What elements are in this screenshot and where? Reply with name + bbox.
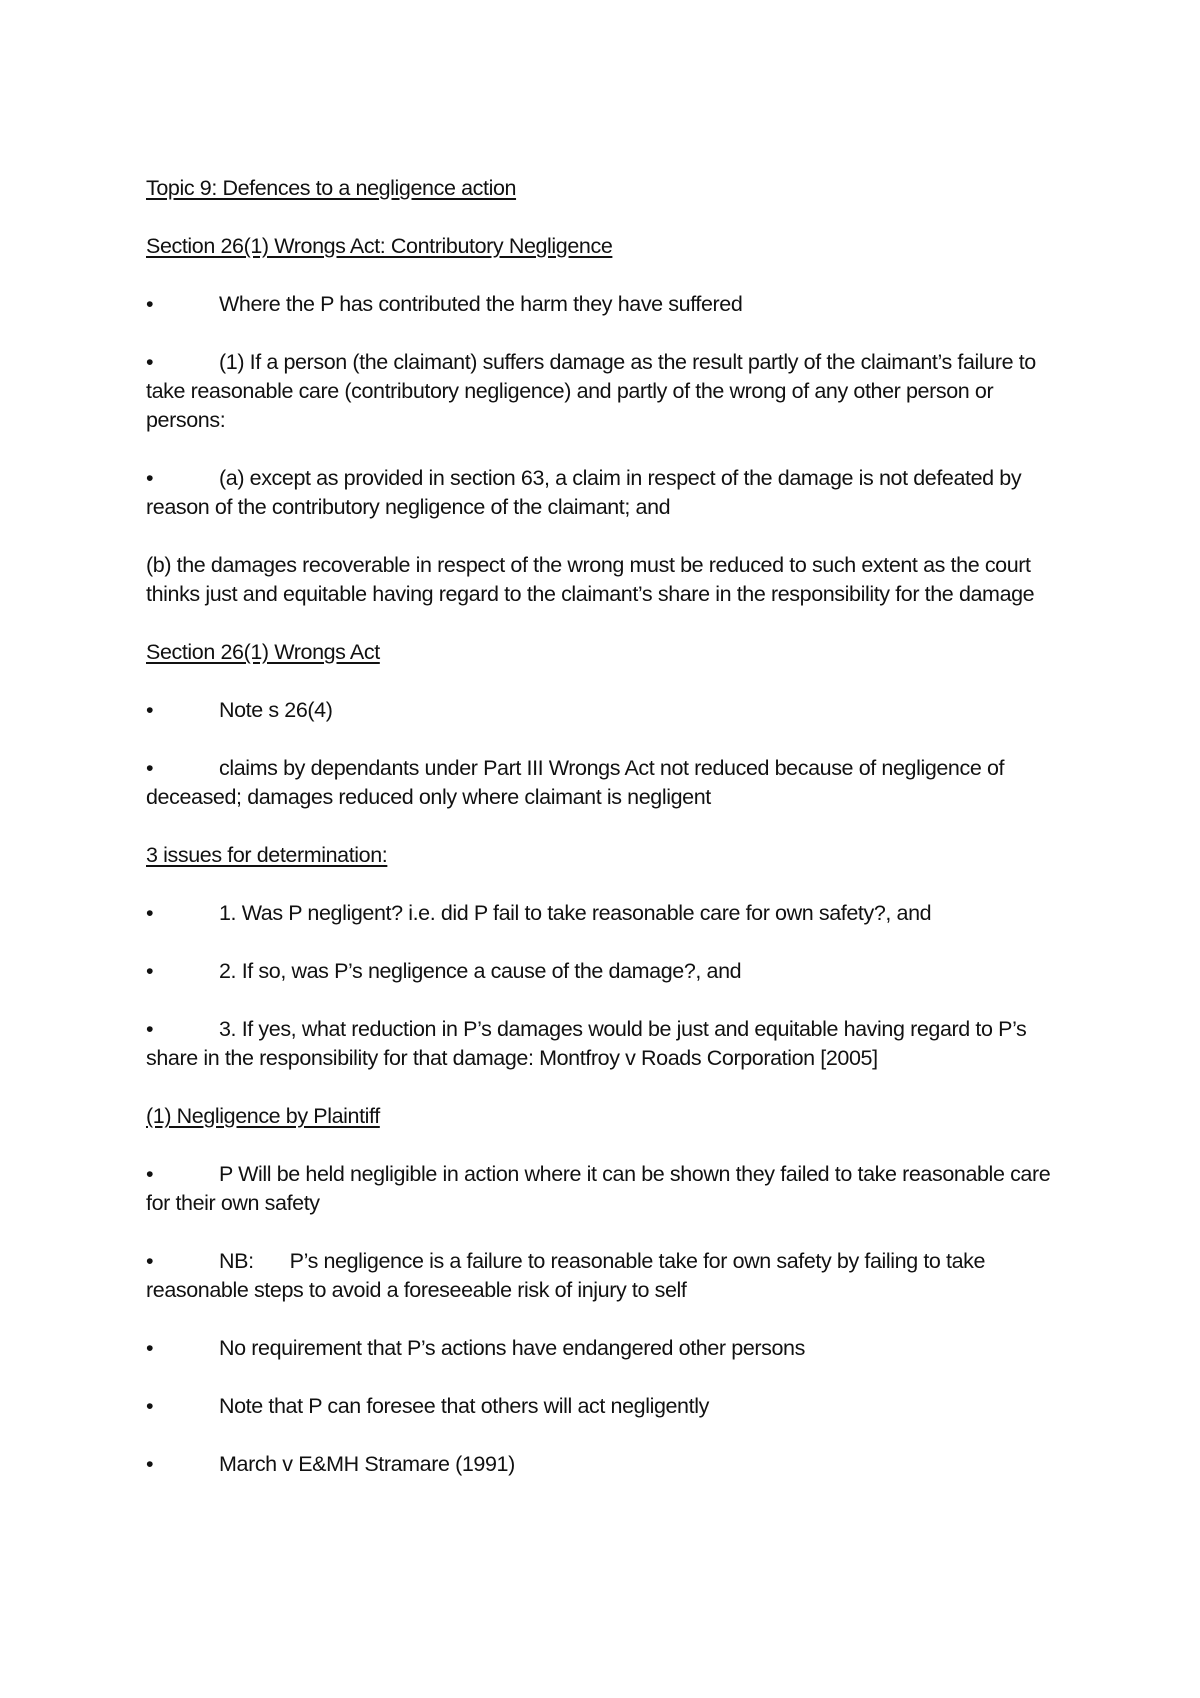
nb-label: NB:: [219, 1249, 254, 1273]
bullet-item: [146, 1015, 1066, 1073]
bullet-item: [146, 696, 1066, 725]
bullet-text: 1. Was P negligent? i.e. did P fail to take reasonable care for own safety?, and: [219, 901, 932, 925]
document-page: [146, 174, 1066, 1508]
bullet-glyph: •: [146, 466, 154, 490]
bullet-glyph: •: [146, 350, 154, 374]
bullet-item: [146, 290, 1066, 319]
bullet-text: Where the P has contributed the harm they have suffered: [219, 292, 743, 316]
bullet-text: March v E&MH Stramare (1991): [219, 1452, 515, 1476]
bullet-glyph: •: [146, 1017, 154, 1041]
bullet-text: P Will be held negligible in action where it can be shown they failed to take reasonable care for their own safety: [146, 1162, 1051, 1215]
bullet-glyph: •: [146, 698, 154, 722]
bullet-item: [146, 1334, 1066, 1363]
bullet-glyph: •: [146, 901, 154, 925]
paragraph-b: (b) the damages recoverable in respect of the wrong must be reduced to such extent as the court thinks just and equitable having regard to the claimant’s share in the responsibility for the damage: [146, 553, 1035, 606]
section-heading-contributory-negligence: Section 26(1) Wrongs Act: Contributory Negligence: [146, 234, 613, 258]
bullet-text: 3. If yes, what reduction in P’s damages would be just and equitable having regard to P’s share in the responsibility for that damage: Montfroy v Roads Corporation [2005]: [146, 1017, 1027, 1070]
bullet-item: [146, 754, 1066, 812]
bullet-glyph: •: [146, 1394, 154, 1418]
bullet-text: 2. If so, was P’s negligence a cause of the damage?, and: [219, 959, 742, 983]
bullet-glyph: •: [146, 1162, 154, 1186]
bullet-glyph: •: [146, 1452, 154, 1476]
bullet-item: [146, 464, 1066, 522]
bullet-text: (1) If a person (the claimant) suffers damage as the result partly of the claimant’s failure to take reasonable care (contributory negligence) and partly of the wrong of any other person or persons:: [146, 350, 1036, 432]
section-heading-negligence-by-plaintiff: (1) Negligence by Plaintiff: [146, 1104, 380, 1128]
bullet-item: [146, 1450, 1066, 1479]
section-heading-wrongs-act: Section 26(1) Wrongs Act: [146, 640, 380, 664]
bullet-text: No requirement that P’s actions have endangered other persons: [219, 1336, 805, 1360]
bullet-glyph: •: [146, 1249, 154, 1273]
bullet-text: Note s 26(4): [219, 698, 333, 722]
bullet-text: claims by dependants under Part III Wrongs Act not reduced because of negligence of deceased; damages reduced only where claimant is negligent: [146, 756, 1005, 809]
bullet-item: [146, 1160, 1066, 1218]
bullet-text: (a) except as provided in section 63, a claim in respect of the damage is not defeated by reason of the contributory negligence of the claimant; and: [146, 466, 1022, 519]
bullet-glyph: •: [146, 1336, 154, 1360]
bullet-text: Note that P can foresee that others will act negligently: [219, 1394, 709, 1418]
bullet-item-nb: [146, 1247, 1066, 1305]
bullet-glyph: •: [146, 292, 154, 316]
bullet-text: P’s negligence is a failure to reasonable take for own safety by failing to take reasonable steps to avoid a foreseeable risk of injury to self: [146, 1249, 986, 1302]
bullet-item: [146, 899, 1066, 928]
bullet-item: [146, 1392, 1066, 1421]
document-title: Topic 9: Defences to a negligence action: [146, 176, 517, 200]
bullet-item: [146, 348, 1066, 435]
bullet-glyph: •: [146, 756, 154, 780]
section-heading-issues: 3 issues for determination:: [146, 843, 388, 867]
bullet-item: [146, 957, 1066, 986]
bullet-glyph: •: [146, 959, 154, 983]
